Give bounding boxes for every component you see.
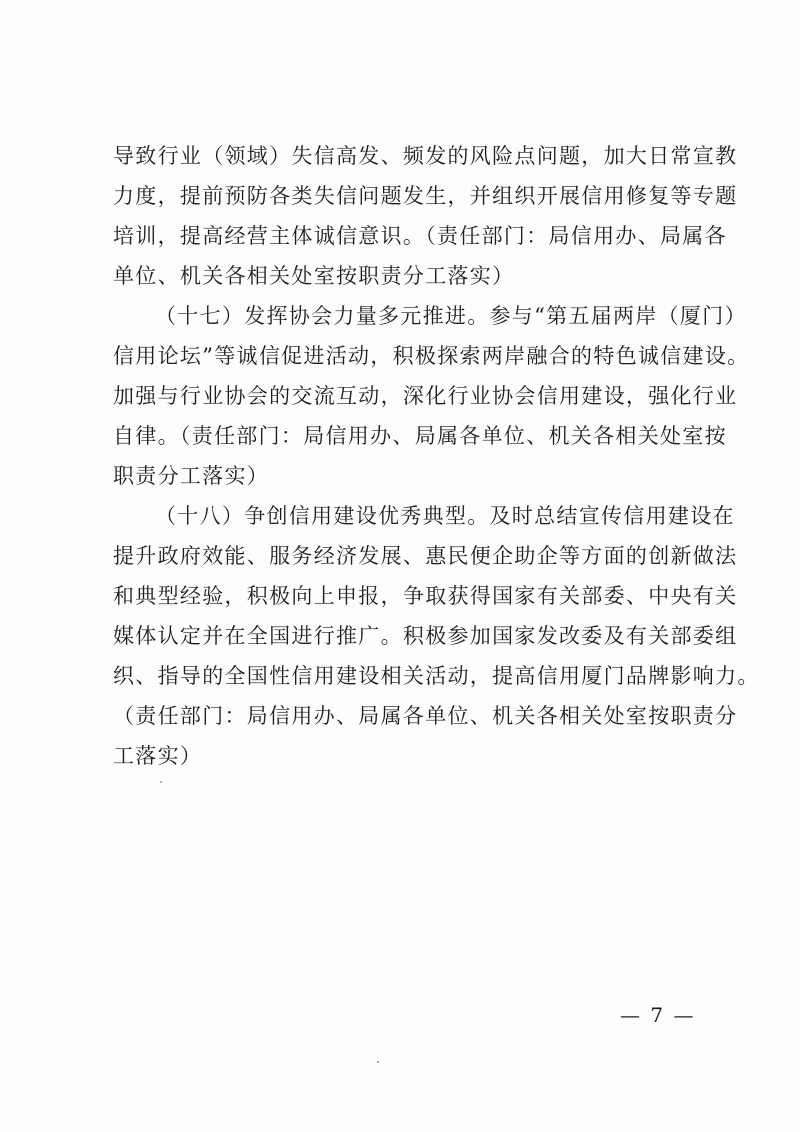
scan-speck — [160, 781, 162, 783]
body-line-1: 导致行业（领域）失信高发、频发的风险点问题，加大日常宣教 — [113, 144, 738, 168]
body-line-7: 加强与行业协会的交流互动，深化行业协会信用建设，强化行业 — [113, 384, 738, 408]
page-number: — 7 — — [620, 1003, 696, 1027]
body-line-4: 单位、机关各相关处室按职责分工落实） — [113, 264, 515, 288]
body-line-2: 力度，提前预防各类失信问题发生，并组织开展信用修复等专题 — [113, 184, 738, 208]
body-line-11: 提升政府效能、服务经济发展、惠民便企助企等方面的创新做法 — [113, 544, 738, 568]
scan-speck — [377, 1061, 379, 1063]
body-line-6: 信用论坛”等诚信促进活动，积极探索两岸融合的特色诚信建设。 — [113, 344, 750, 368]
body-line-9: 职责分工落实） — [113, 464, 270, 488]
body-line-12: 和典型经验，积极向上申报，争取获得国家有关部委、中央有关 — [113, 584, 738, 608]
body-line-8: 自律。（责任部门：局信用办、局属各单位、机关各相关处室按 — [113, 424, 727, 448]
body-line-13: 媒体认定并在全国进行推广。积极参加国家发改委及有关部委组 — [113, 624, 738, 648]
body-line-15: （责任部门：局信用办、局属各单位、机关各相关处室按职责分 — [113, 704, 738, 728]
body-line-3: 培训，提高经营主体诚信意识。（责任部门：局信用办、局属各 — [113, 224, 727, 248]
section-18-heading-line: （十八）争创信用建设优秀典型。及时总结宣传信用建设在 — [155, 504, 735, 528]
section-17-heading-line: （十七）发挥协会力量多元推进。参与“第五届两岸（厦门） — [155, 304, 747, 328]
body-line-14: 织、指导的全国性信用建设相关活动，提高信用厦门品牌影响力。 — [113, 664, 760, 688]
body-line-16: 工落实） — [113, 744, 203, 768]
